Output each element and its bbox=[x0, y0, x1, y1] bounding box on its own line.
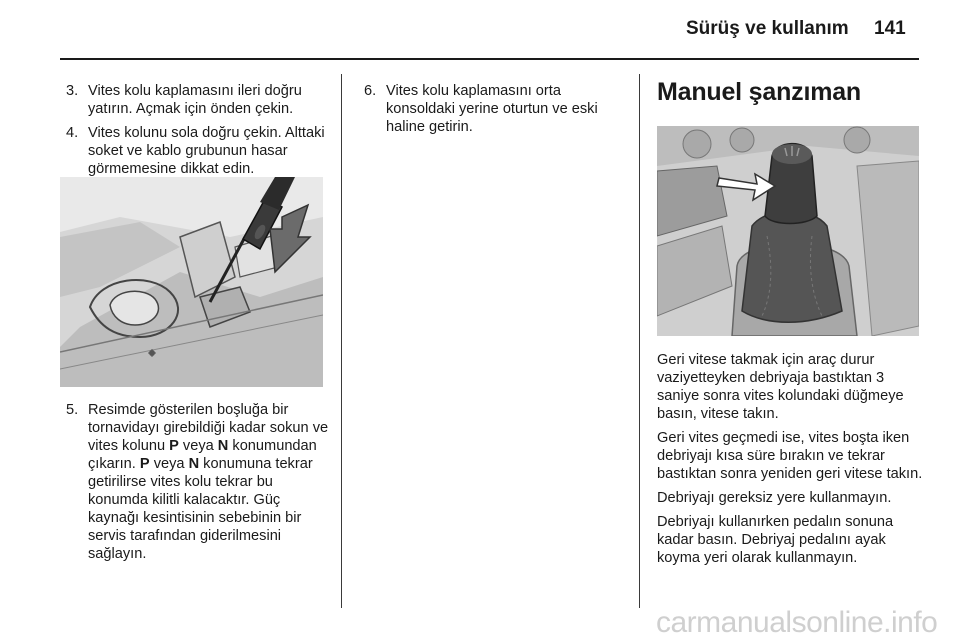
list-number: 3. bbox=[66, 83, 79, 99]
watermark: carmanualsonline.info bbox=[656, 606, 938, 639]
paragraph: Geri vitese takmak için araç durur vaziyetteyken debriyaja bastıktan 3 saniye sonra vites kolundaki düğmeye basın, vitese takın. bbox=[657, 352, 904, 422]
gear-position-n: N bbox=[217, 438, 229, 454]
paragraph: Debriyajı kullanırken pedalın sonuna kadar basın. Debriyaj pedalını ayak koyma yeri olarak kullanmayın. bbox=[657, 514, 894, 566]
paragraph: Geri vites geçmedi ise, vites boşta iken debriyajı kısa süre bırakın ve tekrar bastıktan sonra yeniden geri vitese takın. bbox=[657, 430, 923, 482]
list-number: 6. bbox=[364, 83, 377, 99]
list-item-4 bbox=[60, 124, 330, 178]
page-number: 141 bbox=[874, 18, 906, 39]
list-item-5 bbox=[60, 401, 335, 563]
screwdriver-drawing bbox=[60, 177, 323, 387]
list-item-3 bbox=[60, 82, 330, 118]
list-text: Vites kolunu sola doğru çekin. Alttaki soket ve kablo grubunun hasar görmemesine dikkat edin. bbox=[88, 125, 325, 177]
text-run: konumuna tekrar getirilirse vites kolu tekrar bu konumda kilitli kalacaktır. Güç kaynağı kesintisinin sebebinin bir servis tarafından giderilmesini sağlayın. bbox=[88, 456, 313, 562]
list-text: Vites kolu kaplamasını orta konsoldaki yerine oturtun ve eski haline getirin. bbox=[386, 83, 598, 135]
gear-position-n: N bbox=[188, 456, 200, 472]
list-item-6 bbox=[358, 82, 628, 136]
column-divider-1 bbox=[341, 74, 342, 608]
middle-column bbox=[358, 82, 628, 142]
section-title: Manuel şanzıman bbox=[657, 78, 861, 106]
gear-position-p: P bbox=[139, 456, 150, 472]
column-divider-2 bbox=[639, 74, 640, 608]
text-run: veya bbox=[178, 438, 218, 454]
paragraph: Debriyajı gereksiz yere kullanmayın. bbox=[657, 490, 892, 506]
text-run: konumundan çıkarın. bbox=[88, 438, 317, 472]
header-rule bbox=[60, 58, 919, 60]
list-number: 4. bbox=[66, 125, 79, 141]
text-run: veya bbox=[149, 456, 189, 472]
gear-lever-drawing bbox=[657, 126, 919, 336]
gear-lever-illustration bbox=[657, 126, 919, 336]
screwdriver-illustration bbox=[60, 177, 323, 387]
header-title: Sürüş ve kullanım bbox=[686, 18, 849, 39]
list-text bbox=[88, 401, 335, 563]
text-run: Resimde gösterilen boşluğa bir tornavidayı girebildiği kadar sokun ve vites kolunu bbox=[88, 402, 329, 454]
right-column-text bbox=[657, 351, 925, 573]
gear-position-p: P bbox=[169, 438, 179, 454]
left-column-bottom bbox=[60, 401, 335, 569]
list-text: Vites kolu kaplamasını ileri doğru yatırın. Açmak için önden çekin. bbox=[88, 83, 302, 117]
list-number: 5. bbox=[66, 402, 79, 418]
left-column-top bbox=[60, 82, 330, 184]
